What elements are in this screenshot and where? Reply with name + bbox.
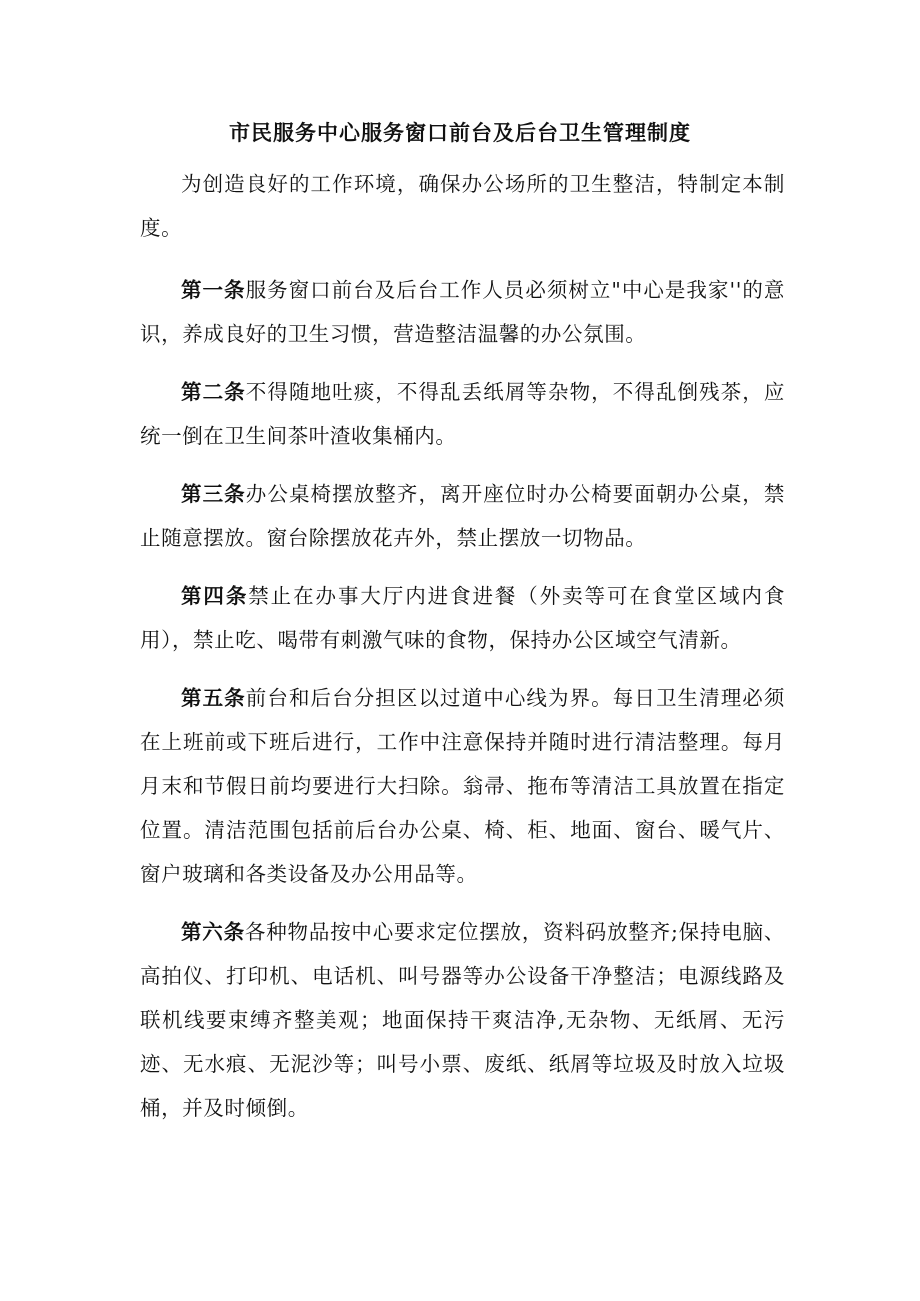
intro-paragraph: 为创造良好的工作环境，确保办公场所的卫生整洁，特制定本制度。	[140, 172, 785, 240]
article-2-label: 第二条	[181, 380, 246, 404]
article-5	[140, 676, 785, 896]
article-1-label: 第一条	[181, 278, 246, 302]
document-title: 市民服务中心服务窗口前台及后台卫生管理制度	[229, 120, 691, 145]
article-4-label: 第四条	[181, 584, 249, 608]
article-6-label: 第六条	[181, 920, 245, 944]
article-4	[140, 574, 785, 662]
article-6-text: 各种物品按中心要求定位摆放，资料码放整齐;保持电脑、高拍仪、打印机、电话机、叫号器等办公设备干净整洁；电源线路及联机线要束缚齐整美观；地面保持干爽洁净,无杂物、无纸屑、无污迹、无水痕、无泥沙等；叫号小票、废纸、纸屑等垃圾及时放入垃圾桶，并及时倾倒。	[140, 920, 785, 1120]
article-3-text: 办公桌椅摆放整齐，离开座位时办公椅要面朝办公桌，禁止随意摆放。窗台除摆放花卉外，禁止摆放一切物品。	[140, 482, 785, 550]
article-5-text: 前台和后台分担区以过道中心线为界。每日卫生清理必须在上班前或下班后进行，工作中注意保持并随时进行清洁整理。每月月末和节假日前均要进行大扫除。翁帚、拖布等清洁工具放置在指定位置。清洁范围包括前后台办公桌、椅、柜、地面、窗台、暖气片、窗户玻璃和各类设备及办公用品等。	[140, 686, 785, 886]
article-2-text: 不得随地吐痰，不得乱丢纸屑等杂物，不得乱倒残茶，应统一倒在卫生间茶叶渣收集桶内。	[140, 380, 785, 448]
article-5-label: 第五条	[181, 686, 246, 710]
article-4-text: 禁止在办事大厅内进食进餐（外卖等可在食堂区域内食用），禁止吃、喝带有刺激气味的食物，保持办公区域空气清新。	[140, 584, 785, 652]
article-6	[140, 910, 785, 1130]
article-3-label: 第三条	[181, 482, 246, 506]
document-body	[140, 162, 785, 1144]
article-3	[140, 472, 785, 560]
article-2	[140, 370, 785, 458]
article-1	[140, 268, 785, 356]
article-1-text: 服务窗口前台及后台工作人员必须树立"中心是我家''的意识，养成良好的卫生习惯，营造整洁温馨的办公氛围。	[140, 278, 785, 346]
